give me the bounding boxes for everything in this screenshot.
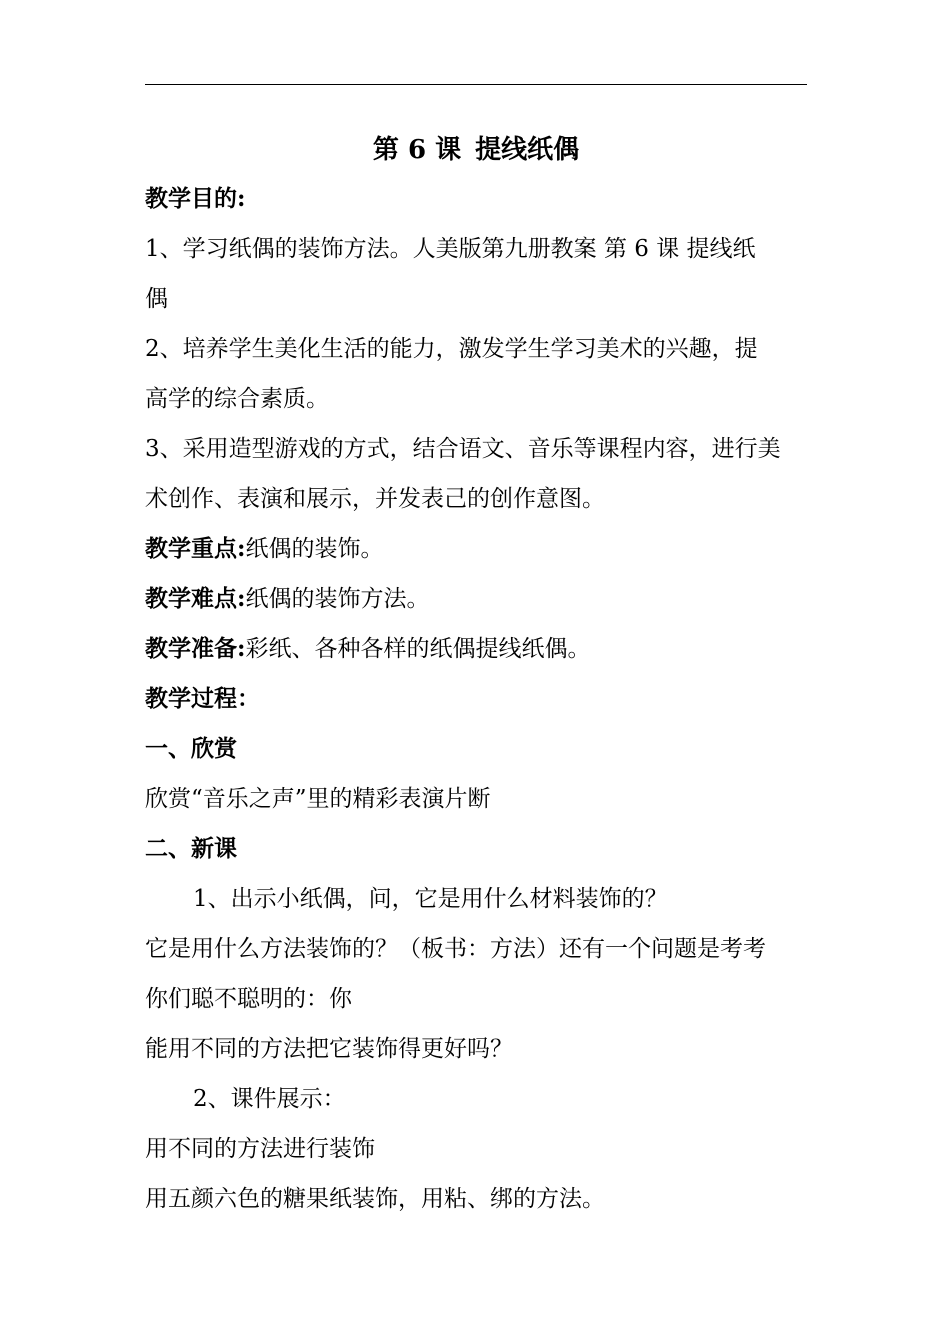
section-1-heading: 一、欣赏 bbox=[145, 735, 237, 762]
lesson-title bbox=[145, 126, 807, 174]
section-2-heading: 二、新课 bbox=[145, 835, 237, 862]
section-2-paragraph-2-line-1: 它是用什么方法装饰的？（板书：方法）还有一个问题是考考 bbox=[145, 936, 766, 962]
preparation-label: 教学准备: bbox=[145, 635, 246, 662]
header-rule bbox=[145, 84, 807, 85]
objectives-heading: 教学目的: bbox=[145, 185, 246, 212]
objective-2-line-1: 2、培养学生美化生活的能力，激发学生学习美术的兴趣，提 bbox=[145, 336, 758, 362]
key-point-text: 纸偶的装饰。 bbox=[245, 536, 384, 562]
difficulty-text: 纸偶的装饰方法。 bbox=[245, 586, 430, 612]
preparation-text: 彩纸、各种各样的纸偶提线纸偶。 bbox=[245, 636, 591, 662]
objective-1-line-1: 1、学习纸偶的装饰方法。人美版第九册教案 第 6 课 提线纸 bbox=[145, 236, 756, 262]
objective-2-line-2: 高学的综合素质。 bbox=[145, 386, 329, 412]
section-2-paragraph-1: 1、出示小纸偶，问，它是用什么材料装饰的？ bbox=[193, 886, 668, 912]
lesson-title-prefix: 第 6 课 bbox=[372, 135, 462, 165]
difficulty-label: 教学难点: bbox=[145, 585, 246, 612]
key-point bbox=[145, 524, 807, 574]
document-body bbox=[145, 126, 807, 1224]
section-2-paragraph-4: 2、课件展示： bbox=[193, 1086, 346, 1112]
lesson-title-main: 提线纸偶 bbox=[475, 135, 580, 165]
objective-3-line-1: 3、采用造型游戏的方式，结合语文、音乐等课程内容，进行美 bbox=[145, 436, 781, 462]
key-point-label: 教学重点: bbox=[145, 535, 246, 562]
section-2-paragraph-3: 能用不同的方法把它装饰得更好吗？ bbox=[145, 1036, 513, 1062]
section-2-paragraph-6: 用五颜六色的糖果纸装饰，用粘、绑的方法。 bbox=[145, 1186, 605, 1212]
section-2-paragraph-5: 用不同的方法进行装饰 bbox=[145, 1136, 375, 1162]
objective-1-line-2: 偶 bbox=[145, 286, 168, 312]
section-2-paragraph-2-line-2: 你们聪不聪明的：你 bbox=[145, 986, 352, 1012]
objective-3-line-2: 术创作、表演和展示，并发表己的创作意图。 bbox=[145, 486, 605, 512]
difficulty bbox=[145, 574, 807, 624]
process-heading: 教学过程： bbox=[145, 685, 260, 712]
preparation bbox=[145, 624, 807, 674]
section-1-text: 欣赏“音乐之声”里的精彩表演片断 bbox=[145, 786, 491, 812]
